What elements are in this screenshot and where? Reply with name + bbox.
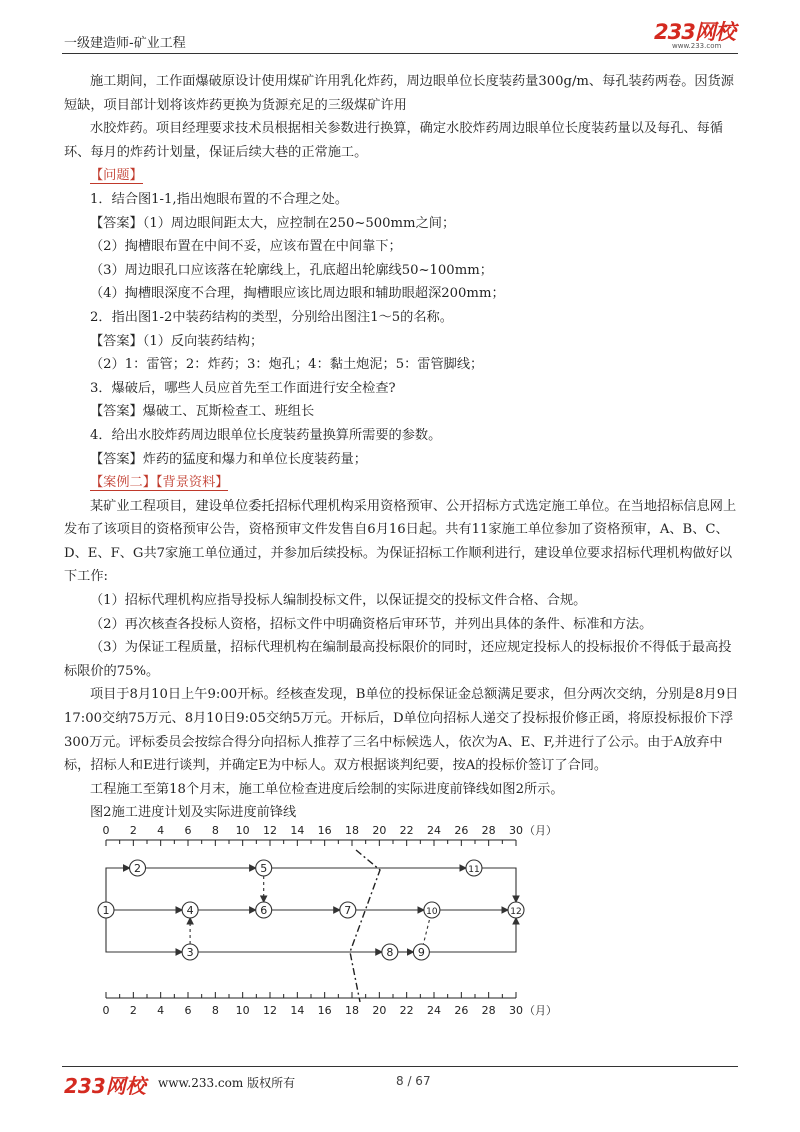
axis-tick-label: 18 [345,1004,359,1017]
paragraph: 工程施工至第18个月末，施工单位检查进度后绘制的实际进度前锋线如图2所示。 [90,781,564,797]
time-axis-top [103,824,558,846]
paragraph: 水胶炸药。项目经理要求技术员根据相关参数进行换算，确定水胶炸药周边眼单位长度装药量以及每孔、每循环、每月的炸药计划量，保证后续大巷的正常施工。 [64,121,723,160]
axis-tick-label: 0 [102,824,110,837]
axis-tick-label: 20 [372,1004,387,1017]
axis-tick-label: 24 [427,824,441,837]
paragraph: （3）为保证工程质量，招标代理机构在编制最高投标限价的同时，还应规定投标人的投标报价不得低于最高投标限价的75%。 [64,640,732,679]
section-header-case-two: 【案例二】【背景资料】 [90,475,229,491]
axis-tick-label: 2 [129,1004,137,1017]
node-label: 9 [417,946,425,959]
answer-line: （3）周边眼孔口应该落在轮廓线上，孔底超出轮廓线50~100mm； [90,262,493,278]
answer-2: 【答案】（1）反向装药结构； [90,333,264,349]
header-title: 一级建造师-矿业工程 [64,36,186,51]
paragraph: 项目于8月10日上午9:00开标。经核查发现，B单位的投标保证金总额满足要求，但分两次交纳，分别是8月9日17:00交纳75万元、8月10日9:05交纳5万元。开标后，D单位向招标人递交了投标报价修正函，将原投标报价下浮300万元。评标委员会按综合得分向招标人推荐了三名中标候选人，依次为A、E、F,并进行了公示。由于A放弃中标，招标人和E进行谈判，并确定E为中标人。双方根据谈判纪要，按A的投标价签订了合同。 [64,687,739,774]
answer-label: 【答案】 [90,333,143,349]
axis-tick-label: 4 [157,824,165,837]
node-label: 12 [510,907,522,917]
node-label: 5 [260,862,268,875]
paragraph: 施工期间，工作面爆破原设计使用煤矿许用乳化炸药，周边眼单位长度装药量300g/m、每孔装药两卷。因货源短缺，项目部计划将该炸药更换为货源充足的三级煤矿许用 [64,74,734,113]
axis-tick-label: 6 [184,824,192,837]
paragraph: （2）再次核查各投标人资格，招标文件中明确资格后审环节，并列出具体的条件、标准和方法。 [90,616,653,632]
axis-tick-label: 16 [317,824,332,837]
page-number: 8 / 67 [396,1074,431,1088]
node-label: 7 [344,904,352,917]
axis-tick-label: 10 [235,1004,250,1017]
node-label: 1 [102,904,110,917]
node-label: 8 [386,946,394,959]
node-label: 10 [426,907,438,917]
axis-tick-label: 14 [290,1004,305,1017]
axis-tick-label: 26 [454,824,469,837]
answer-3: 【答案】爆破工、瓦斯检查工、班组长 [90,404,315,420]
activity-arrow [106,868,130,902]
answer-1: 【答案】（1）周边眼间距太大，应控制在250~500mm之间； [90,215,456,231]
document-body [64,70,740,825]
axis-unit: （月） [524,1004,557,1017]
axis-tick-label: 24 [427,1004,441,1017]
paragraph: （1）招标代理机构应指导投标人编制投标文件，以保证提交的投标文件合格、合规。 [90,593,587,609]
paragraph: 某矿业工程项目，建设单位委托招标代理机构采用资格预审、公开招标方式选定施工单位。在当地招标信息网上发布了该项目的资格预审公告，资格预审文件发售自6月16日起。共有11家施工单位参加了资格预审，A、B、C、D、E、F、G共7家施工单位通过，并参加后续投标。为保证招标工作顺利进行，建设单位要求招标代理机构做好以下工作: [64,498,737,585]
axis-tick-label: 22 [399,824,414,837]
axis-tick-label: 0 [102,1004,110,1017]
progress-front-line [350,850,380,1002]
axis-unit: （月） [524,824,557,837]
axis-tick-label: 18 [345,824,359,837]
node-label: 11 [468,865,480,875]
activity-arrow [106,918,182,952]
axis-tick-label: 26 [454,1004,469,1017]
axis-tick-label: 14 [290,824,305,837]
section-header-questions: 【问题】 [90,168,143,184]
axis-tick-label: 6 [184,1004,192,1017]
axis-tick-label: 8 [211,1004,219,1017]
answer-line: （2）掏槽眼布置在中间不妥，应该布置在中间靠下； [90,239,402,255]
axis-tick-label: 16 [317,1004,332,1017]
axis-tick-label: 12 [263,824,277,837]
node-label: 6 [260,904,268,917]
axis-tick-label: 22 [399,1004,414,1017]
network-schedule-chart [64,822,564,1027]
figure-caption: 图2施工进度计划及实际进度前锋线 [90,805,297,821]
axis-tick-label: 8 [211,824,219,837]
footer-site[interactable]: www.233.com 版权所有 [158,1076,296,1090]
activity-arrows [106,868,516,952]
axis-tick-label: 2 [129,824,137,837]
question-4: 4．给出水胶炸药周边眼单位长度装药量换算所需要的参数。 [90,427,442,443]
logo-url: www.233.com [672,42,722,50]
axis-tick-label: 30 [509,824,523,837]
axis-tick-label: 12 [263,1004,277,1017]
answer-line: （4）掏槽眼深度不合理，掏槽眼应该比周边眼和辅助眼超深200mm； [90,286,505,302]
node-label: 2 [134,862,142,875]
footer-divider [62,1066,738,1067]
axis-tick-label: 30 [509,1004,523,1017]
axis-tick-label: 20 [372,824,387,837]
axis-tick-label: 10 [235,824,250,837]
answer-line: （2）1：雷管；2：炸药；3：炮孔；4：黏土炮泥；5：雷管脚线； [90,357,484,373]
question-3: 3．爆破后，哪些人员应首先至工作面进行安全检查? [90,380,396,396]
time-axis-bottom [103,992,558,1017]
axis-tick-label: 28 [481,824,496,837]
header-logo[interactable] [654,22,736,50]
axis-tick-label: 28 [481,1004,496,1017]
axis-tick-label: 4 [157,1004,165,1017]
activity-arrow [429,918,516,952]
node-label: 3 [186,946,194,959]
answer-label: 【答案】 [90,404,143,420]
question-2: 2．指出图1-2中装药结构的类型，分别给出图注1～5的名称。 [90,309,453,325]
node-label: 4 [186,904,194,917]
answer-label: 【答案】 [90,215,143,231]
question-1: 1．结合图1-1,指出炮眼布置的不合理之处。 [90,191,349,207]
header-divider [62,53,738,54]
answer-4: 【答案】炸药的猛度和爆力和单位长度装药量； [90,451,367,467]
logo-brand: 233网校 [654,20,735,44]
footer-logo[interactable]: 233网校 [64,1074,146,1098]
activity-arrow [482,868,516,902]
answer-label: 【答案】 [90,451,143,467]
